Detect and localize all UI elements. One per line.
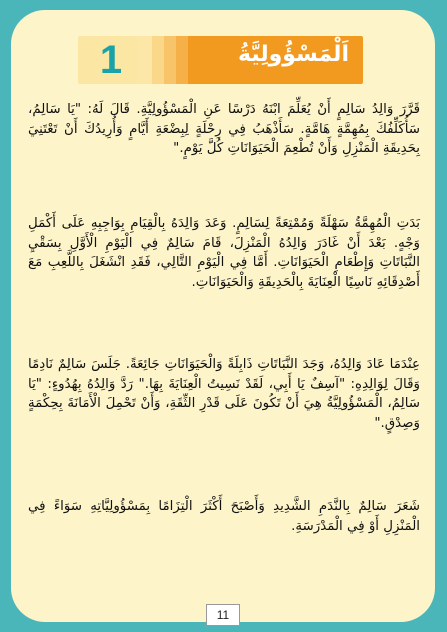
banner-stripe (164, 36, 176, 84)
page-title: اَلْمَسْؤُولِيَّةُ (238, 42, 349, 67)
paragraph: عِنْدَمَا عَادَ وَالِدُهُ، وَجَدَ النَّبَاتَاتِ ذَابِلَةً وَالْحَيَوَانَاتِ جَائِعَةً. جَلَسَ سَالِمٌ نَادِمًا وَقَالَ لِوَالِدِهِ: "آسِفٌ يَا أَبِي، لَقَدْ نَسِيتُ الْعِنَايَةَ بِهَا." رَدَّ وَالِدُهُ بِهُدُوءٍ: "يَا سَالِمُ، الْمَسْؤُولِيَّةُ هِيَ أَنْ تَكُونَ عَلَى قَدْرِ الثِّقَةِ، وَأَنْ تَحْمِلَ الْأَمَانَةَ بِحِكْمَةٍ وَصِدْقٍ." (28, 357, 420, 431)
lesson-number: 1 (99, 38, 123, 82)
page-number: 11 (206, 604, 240, 626)
paragraph: بَدَتِ الْمُهِمَّةُ سَهْلَةً وَمُمْتِعَةً لِسَالِمٍ. وَعَدَ وَالِدَهُ بِالْقِيَامِ بِوَاجِبِهِ عَلَى أَكْمَلِ وَجْهٍ. بَعْدَ أَنْ غَادَرَ وَالِدُهُ الْمَنْزِلَ، قَامَ سَالِمٌ فِي الْيَوْمِ الْأَوَّلِ بِسَقْيِ النَّبَاتَاتِ وَإِطْعَامِ الْحَيَوَانَاتِ. أَمَّا فِي الْيَوْمِ التَّالِي، فَقَدِ انْشَغَلَ بِاللَّعِبِ مَعَ أَصْدِقَائِهِ نَاسِيًا الْعِنَايَةَ بِالْحَدِيقَةِ وَالْحَيَوَانَاتِ. (28, 216, 420, 290)
paragraph: قَرَّرَ وَالِدُ سَالِمٍ أَنْ يُعَلِّمَ ابْنَهُ دَرْسًا عَنِ الْمَسْؤُولِيَّةِ. قَالَ لَهُ: "يَا سَالِمُ، سَأُكَلِّفُكَ بِمُهِمَّةٍ هَامَّةٍ. سَأَذْهَبُ فِي رِحْلَةٍ لِبِضْعَةِ أَيَّامٍ وَأُرِيدُكَ أَنْ تَعْتَنِيَ بِحَدِيقَةِ الْمَنْزِلِ وَأَنْ تُطْعِمَ الْحَيَوَانَاتِ كُلَّ يَوْمٍ." (28, 102, 420, 156)
banner-stripe (176, 36, 188, 84)
banner-stripe (152, 36, 164, 84)
paragraph: شَعَرَ سَالِمٌ بِالنَّدَمِ الشَّدِيدِ وَأَصْبَحَ أَكْثَرَ الْتِزَامًا بِمَسْؤُولِيَّاتِهِ سَوَاءً فِي الْمَنْزِلِ أَوْ فِي الْمَدْرَسَةِ. (28, 499, 420, 534)
banner-stripe (138, 36, 152, 84)
